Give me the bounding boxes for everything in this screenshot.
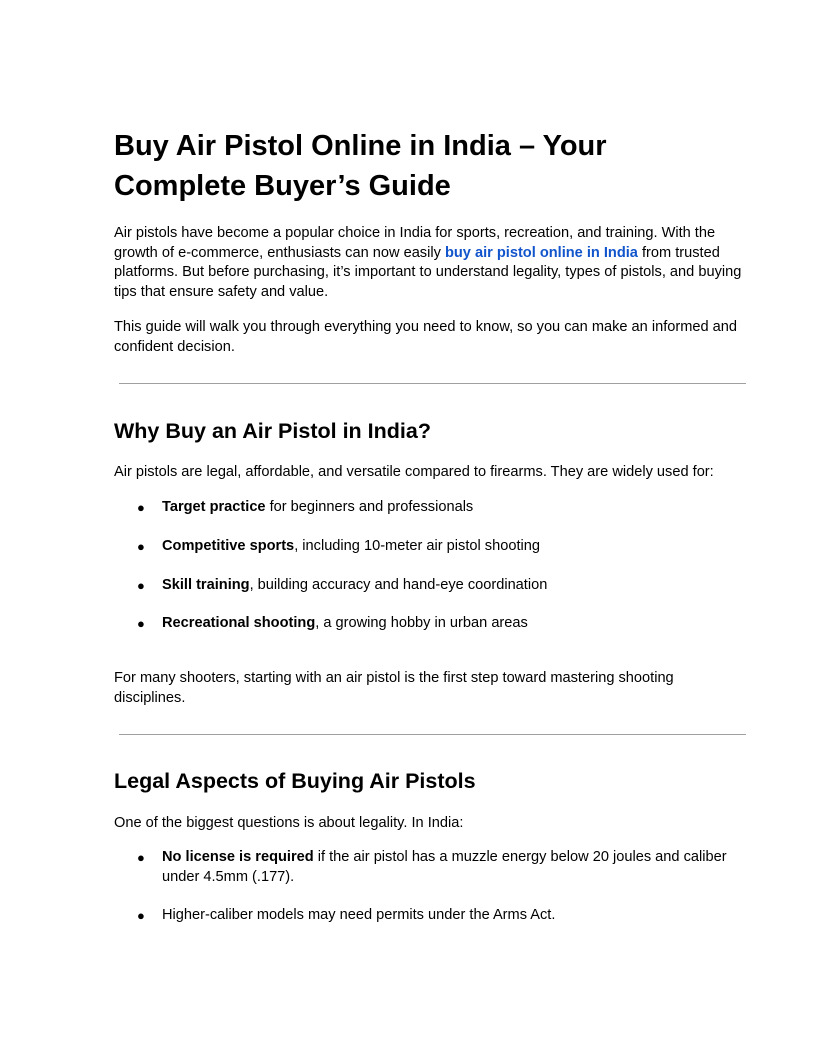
list-item-text: Higher-caliber models may need permits under the Arms Act. [162, 907, 556, 924]
why-buy-lead: Air pistols are legal, affordable, and versatile compared to firearms. They are widely used for: [114, 464, 714, 480]
list-item-text: , a growing hobby in urban areas [315, 615, 528, 632]
section-heading-why-buy: Why Buy an Air Pistol in India? [114, 419, 431, 443]
list-item [114, 576, 746, 596]
legal-lead: One of the biggest questions is about legality. In India: [114, 815, 464, 831]
list-item [114, 848, 746, 887]
list-item-bold: Target practice [162, 499, 266, 515]
why-buy-list [114, 498, 746, 634]
bullet-icon: ● [137, 616, 145, 632]
list-item-text: if the air pistol has a muzzle energy below 20 joules and caliber under 4.5mm (.177). [162, 849, 727, 885]
bullet-icon: ● [137, 850, 145, 865]
buy-air-pistol-link[interactable]: buy air pistol online in India [444, 244, 638, 261]
list-item [114, 614, 746, 634]
page-title: Buy Air Pistol Online in India – Your Complete Buyer’s Guide [114, 130, 607, 202]
bullet-icon: ● [137, 500, 145, 515]
list-item-bold: No license is required [162, 849, 314, 865]
bullet-icon: ● [137, 577, 145, 593]
list-item [114, 498, 746, 518]
list-item-bold: Skill training [162, 576, 250, 593]
legal-list [114, 848, 746, 926]
section-divider-2 [119, 734, 746, 735]
intro-paragraph [114, 224, 746, 302]
bullet-icon: ● [137, 538, 145, 554]
list-item-text: , building accuracy and hand-eye coordination [249, 576, 548, 593]
section-divider-1 [119, 383, 746, 384]
list-item-bold: Recreational shooting [162, 615, 316, 632]
list-item [114, 537, 746, 557]
list-item-text: for beginners and professionals [265, 499, 474, 515]
intro-text-end: from trusted platforms. But before purchasing, it’s important to understand legality, types of pistols, and buying tips that ensure safety and value. [114, 244, 742, 300]
section-heading-legal: Legal Aspects of Buying Air Pistols [114, 769, 476, 793]
list-item [114, 906, 746, 926]
guide-note-paragraph: This guide will walk you through everything you need to know, so you can make an informed and confident decision. [114, 319, 738, 355]
list-item-text: , including 10-meter air pistol shooting [294, 537, 540, 554]
why-buy-closing: For many shooters, starting with an air pistol is the first step toward mastering shooting disciplines. [114, 670, 674, 706]
list-item-bold: Competitive sports [162, 537, 295, 554]
intro-text-start: Air pistols have become a popular choice in India for sports, recreation, and training. With the growth of e-commerce, enthusiasts can now easily [114, 225, 716, 261]
bullet-icon: ● [137, 908, 145, 924]
